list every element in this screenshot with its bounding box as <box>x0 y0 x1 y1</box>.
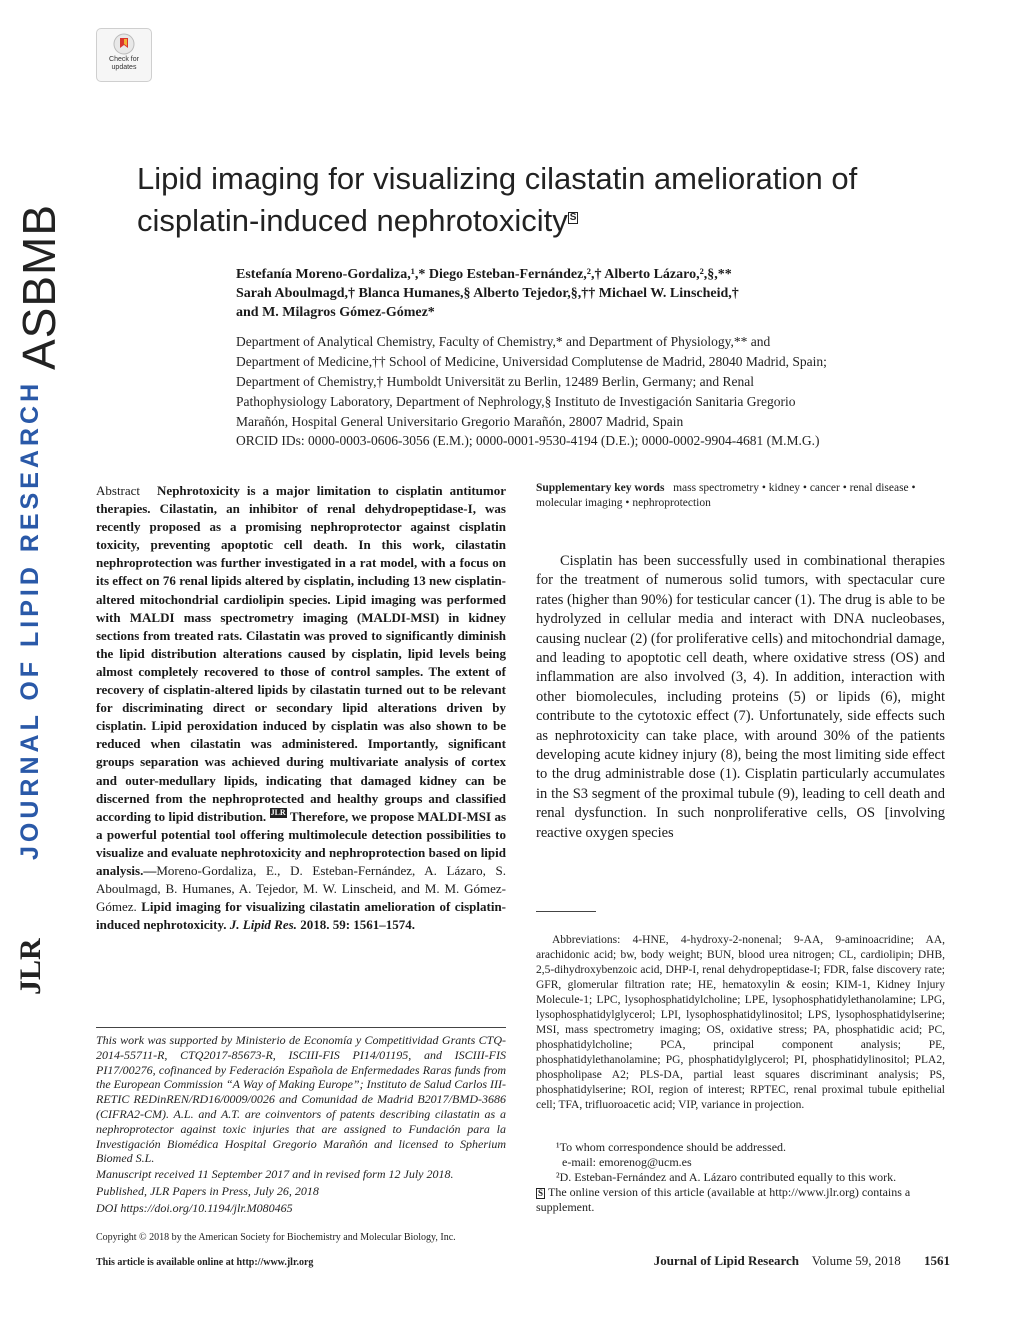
supplement-mark-icon: S <box>538 1188 544 1198</box>
footnote-correspondence: ¹To whom correspondence should be addressed. <box>556 1140 787 1154</box>
page-footer <box>590 1253 950 1269</box>
citation-authors: Moreno-Gordaliza, E., D. Esteban-Fernández, A. Lázaro, S. Aboulmagd, B. Humanes, A. Tejedor, M. W. Linscheid, and M. M. Gómez-Gómez. <box>96 862 506 915</box>
orcid-ids: ORCID IDs: 0000-0003-0606-3056 (E.M.); 0000-0001-9530-4194 (D.E.); 0000-0002-9904-4681 (M.M.G.) <box>236 433 820 448</box>
published-info: Published, JLR Papers in Press, July 26, 2018 <box>96 1184 319 1198</box>
affiliations <box>236 332 926 432</box>
affiliation-line: Department of Chemistry,† Humboldt Universität zu Berlin, 12489 Berlin, Germany; and Renal <box>236 374 755 389</box>
abstract-text-2: Therefore, we propose MALDI-MSI as a powerful potential tool offering multimolecule detection possibilities to visualize and evaluate nephrotoxicity and nephroprotection based on lipid analysis.— <box>96 808 507 878</box>
manuscript-info <box>96 1166 506 1217</box>
footnote-equal-contribution: ²D. Esteban-Fernández and A. Lázaro contributed equally to this work. <box>556 1170 897 1184</box>
title-line-2: cisplatin-induced nephrotoxicity <box>137 203 568 238</box>
badge-line2: updates <box>111 64 137 71</box>
citation-journal: J. Lipid Res. <box>229 917 297 933</box>
asbmb-logo: ASBMB <box>13 203 65 370</box>
intro-paragraph: Cisplatin has been successfully used in combinational therapies for the treatment of numerous solid tumors, with spectacular cure rates (higher than 90%) for testicular cancer (1). The drug is able to be hydrolyzed in cellular media and interact with DNA nucleobases, causing nuclear (2) (for proliferative cells) and mitochondrial damage, and leading to apoptotic cell death, where oxidative stress (OS) and inflammation are also involved (3, 4). In addition, interaction with other biomolecules, including proteins (5) or lipids (6), might contribute to the cytotoxic effect (7). Unfortunately, side effects such as nephrotoxicity can take place, with around 30% of the patients developing acute kidney injury (8), being the most limiting side effect to the drug administrable dose (1). Cisplatin particularly accumulates in the S3 segment of the proximal tubule (9), leading to cell death and renal dysfunction. In such nonproliferative cells, OS [involving reactive oxygen species <box>536 553 945 841</box>
footnote-supplement: The online version of this article (available at http://www.jlr.org) contains a supplement. <box>536 1185 911 1214</box>
divider <box>536 911 596 912</box>
footer-journal: Journal of Lipid Research <box>653 1253 800 1268</box>
affiliation-line: Pathophysiology Laboratory, Department of Nephrology,§ Instituto de Investigación Sanitaria Gregorio <box>236 394 796 409</box>
introduction <box>536 552 945 843</box>
abbreviations <box>536 933 945 1113</box>
affiliation-line: Marañón, Hospital General Universitario Gregorio Marañón, 28007 Madrid, Spain <box>236 414 684 429</box>
abstract-text: Nephrotoxicity is a major limitation to cisplatin antitumor therapies. Cilastatin, an inhibitor of renal dehydropeptidase-I, was recently proposed as a promising nephroprotector against cisplatin toxicity, preventing apoptotic cell death. In this work, cilastatin nephroprotection was further investigated in a rat model, with a focus on its effect on 76 renal lipids altered by cisplatin, including 13 new cisplatin-altered mitochondrial cardiolipin species. Lipid imaging was performed with MALDI mass spectrometry imaging (MALDI-MSI) in kidney sections from treated rats. Cilastatin was proved to significantly diminish the lipid distribution alterations caused by cisplatin, lipid levels being almost completely recovered to those of control samples. The extent of recovery of cisplatin-altered lipids by cilastatin turned out to be relevant for discriminating direct or secondary lipid alterations driven by cisplatin. Lipid peroxidation induced by cisplatin was also shown to be reduced when cilastatin was administered. Importantly, significant groups separation was achieved during multivariate analysis of cortex and outer-medullary lipids, indicating that damaged kidney can be discerned from the nephroprotected and healthy groups and classified according to lipid distribution. <box>96 483 506 824</box>
author-line: Sarah Aboulmagd,† Blanca Humanes,§ Alberto Tejedor,§,†† Michael W. Linscheid,† <box>236 286 739 301</box>
manuscript-received: Manuscript received 11 September 2017 and in revised form 12 July 2018. <box>96 1167 454 1181</box>
funding-note: This work was supported by Ministerio de Economía y Competitividad Grants CTQ-2014-55711-R, CTQ2017-85673-R, ISCIII-FIS PI14/01195, and ISCIII-FIS PI17/00276, cofinanced by Federación Española de Enfermedades Raras funds from the European Commission “A Way of Making Europe”; Instituto de Salud Carlos III-RETIC REDinREN/RD16/0009/0026 and Comunidad de Madrid B2017/BMD-3686 (CIFRA2-CM). A.L. and A.T. are coinventors of patents describing cilastatin as a nephroprotector against toxic injuries that are assigned to Fundación para la Investigación Biomédica Hospital Gregorio Marañón and licensed to Spherium Biomed S.L. <box>96 1033 506 1166</box>
supplement-mark-icon[interactable]: S <box>569 211 577 223</box>
footnotes <box>536 1140 945 1215</box>
page-number: 1561 <box>924 1253 950 1268</box>
check-for-updates-badge[interactable] <box>96 28 152 82</box>
badge-line1: Check for <box>109 56 139 63</box>
journal-vertical-label: JOURNAL OF LIPID RESEARCH <box>16 379 44 860</box>
affiliation-line: Department of Medicine,†† School of Medicine, Universidad Complutense de Madrid, 28040 Madrid, Spain; <box>236 354 827 369</box>
author-line: and M. Milagros Gómez-Gómez* <box>236 305 435 320</box>
keywords-label: Supplementary key words <box>536 482 665 494</box>
copyright: Copyright © 2018 by the American Society for Biochemistry and Molecular Biology, Inc. <box>96 1232 456 1243</box>
article-title <box>137 158 897 242</box>
divider <box>96 1027 506 1028</box>
keywords-text: mass spectrometry • kidney • cancer • renal disease • molecular imaging • nephroprotection <box>536 482 916 509</box>
citation-ref: 2018. 59: 1561–1574. <box>300 917 416 933</box>
abbreviations-text: Abbreviations: 4-HNE, 4-hydroxy-2-nonenal; 9-AA, 9-aminoacridine; AA, arachidonic acid; bw, body weight; BUN, blood urea nitrogen; CL, cardiolipin; DHB, 2,5-dihydroxybenzoic acid, DHP-I, renal dehydropeptidase-I; FDR, false discovery rate; GFR, glomerular filtration rate; HE, hematoxylin & eosin; KIM-1, Kidney Injury Molecule-1; LPC, lysophosphatidylcholine; LPE, lysophosphatidylethanolamine; LPG, lysophosphatidylglycerol; LPI, lysophosphatidylinositol; LPS, lysophosphatidylserine; MSI, mass spectrometry imaging; OS, oxidative stress; PA, phosphatidic acid; PC, phosphatidylcholine; PCA, principal component analysis; PE, phosphatidylethanolamine; PG, phosphatidylglycerol; PI, phosphatidylinositol; PLA2, phospholipase A2; PLS-DA, partial least squares discriminant analysis; PS, phosphatidylserine; ROI, region of interest; RPTEC, renal proximal tubule epithelial cell; TFA, trifluoroacetic acid; VIP, variance in projection. <box>536 934 945 1111</box>
check-for-updates-icon <box>113 33 135 55</box>
citation-title: Lipid imaging for visualizing cilastatin amelioration of cisplatin-induced nephrotoxicity. <box>96 899 507 933</box>
title-line-1: Lipid imaging for visualizing cilastatin amelioration of <box>137 161 858 196</box>
jlr-logo: JLR <box>14 938 47 995</box>
footer-volume: Volume 59, 2018 <box>811 1253 901 1268</box>
author-line: Estefanía Moreno-Gordaliza,¹,* Diego Esteban-Fernández,²,† Alberto Lázaro,²,§,** <box>236 267 732 282</box>
doi-link[interactable]: DOI https://doi.org/10.1194/jlr.M080465 <box>96 1201 293 1215</box>
abstract <box>96 482 506 934</box>
jlr-mark-icon: JLR <box>270 807 286 817</box>
affiliation-line: Department of Analytical Chemistry, Faculty of Chemistry,* and Department of Physiology,** and <box>236 334 771 349</box>
supplementary-keywords <box>536 481 946 511</box>
abstract-label: Abstract <box>96 483 141 498</box>
footnote-email[interactable]: e-mail: emorenog@ucm.es <box>562 1155 692 1169</box>
availability-note: This article is available online at http://www.jlr.org <box>96 1257 314 1268</box>
author-list <box>236 265 916 322</box>
